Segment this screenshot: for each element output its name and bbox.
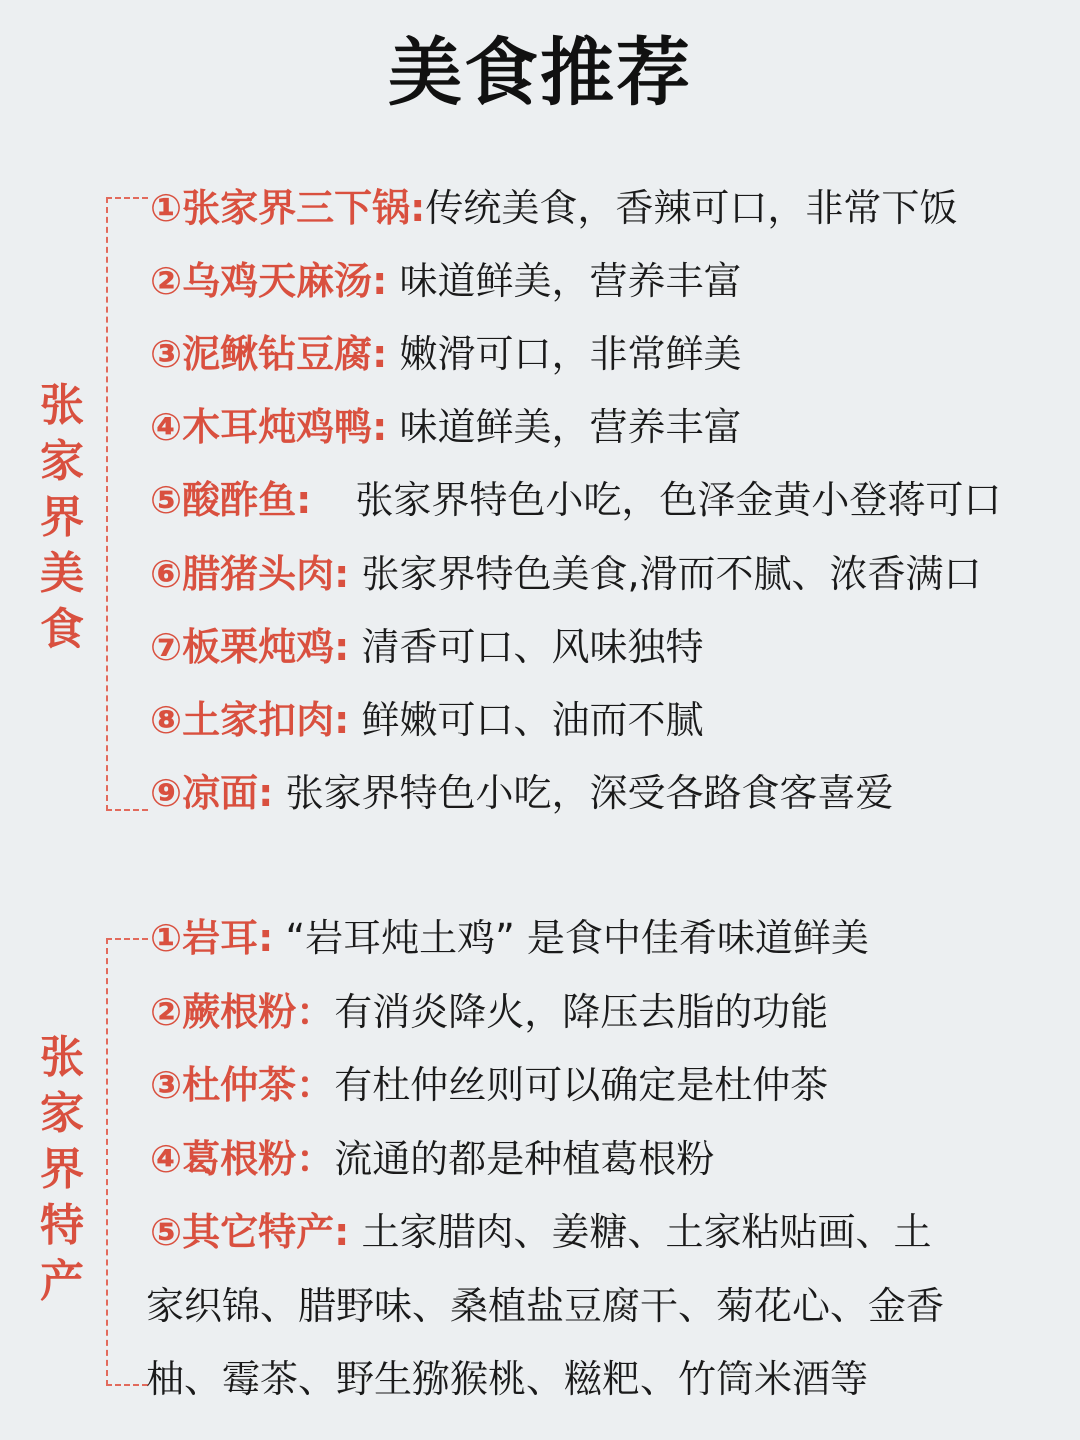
side-label-char: 产 bbox=[40, 1256, 84, 1307]
item-desc: 味道鲜美，营养丰富 bbox=[399, 405, 742, 449]
list-item bbox=[150, 256, 741, 306]
item-name: ③泥鳅钻豆腐: bbox=[150, 332, 388, 376]
item-desc: 鲜嫩可口、油而不腻 bbox=[361, 698, 704, 742]
item-desc: 张家界特色小吃，深受各路食客喜爱 bbox=[285, 771, 894, 815]
item-name: ④葛根粉： bbox=[150, 1137, 335, 1181]
list-item bbox=[150, 475, 1001, 525]
section-bracket bbox=[106, 197, 148, 811]
item-desc: “岩耳炖土鸡” 是食中佳肴味道鲜美 bbox=[285, 916, 869, 960]
page-title: 美食推荐 bbox=[388, 30, 692, 116]
item-name: ⑦板栗炖鸡: bbox=[150, 625, 350, 669]
item-desc: 土家腊肉、姜糖、土家粘贴画、土 bbox=[361, 1210, 932, 1254]
item-desc: 有消炎降火，降压去脂的功能 bbox=[334, 990, 829, 1034]
list-item bbox=[150, 1207, 931, 1257]
side-label-char: 美 bbox=[40, 548, 84, 599]
item-name: ⑨凉面: bbox=[150, 771, 274, 815]
item-desc: 传统美食，香辣可口，非常下饭 bbox=[425, 186, 958, 230]
item-name: ①岩耳: bbox=[150, 916, 274, 960]
list-item bbox=[150, 549, 982, 599]
item-name: ②蕨根粉： bbox=[150, 990, 335, 1034]
item-name: ⑥腊猪头肉: bbox=[150, 552, 350, 596]
section-side-label bbox=[34, 378, 90, 658]
side-label-char: 界 bbox=[40, 492, 84, 543]
item-continuation-line: 柚、霉茶、野生猕猴桃、糍粑、竹筒米酒等 bbox=[146, 1357, 869, 1401]
item-desc: 张家界特色美食,滑而不腻、浓香满口 bbox=[361, 552, 982, 596]
item-desc: 有杜仲丝则可以确定是杜仲茶 bbox=[334, 1063, 829, 1107]
item-name: ②乌鸡天麻汤: bbox=[150, 259, 388, 303]
item-name: ④木耳炖鸡鸭: bbox=[150, 405, 388, 449]
list-item bbox=[150, 768, 893, 818]
item-name: ③杜仲茶： bbox=[150, 1063, 335, 1107]
list-item bbox=[150, 329, 741, 379]
list-item bbox=[150, 183, 957, 233]
item-desc: 清香可口、风味独特 bbox=[361, 625, 704, 669]
item-name: ⑧土家扣肉: bbox=[150, 698, 350, 742]
item-continuation-line: 家织锦、腊野味、桑植盐豆腐干、菊花心、金香 bbox=[146, 1284, 945, 1328]
item-desc: 嫩滑可口，非常鲜美 bbox=[399, 332, 742, 376]
item-desc: 流通的都是种植葛根粉 bbox=[334, 1137, 715, 1181]
list-item bbox=[150, 987, 828, 1037]
side-label-char: 特 bbox=[40, 1200, 84, 1251]
section-side-label bbox=[34, 1030, 90, 1310]
side-label-char: 界 bbox=[40, 1144, 84, 1195]
list-item bbox=[150, 622, 703, 672]
side-label-char: 家 bbox=[40, 1088, 84, 1139]
section-bracket bbox=[106, 938, 148, 1386]
side-label-char: 张 bbox=[40, 380, 84, 431]
list-item bbox=[150, 402, 741, 452]
side-label-char: 食 bbox=[40, 604, 84, 655]
list-item bbox=[150, 1134, 714, 1184]
list-item bbox=[150, 1060, 828, 1110]
item-name: ⑤其它特产: bbox=[150, 1210, 350, 1254]
item-name: ①张家界三下锅: bbox=[150, 186, 426, 230]
list-item bbox=[150, 913, 869, 963]
item-desc: 张家界特色小吃，色泽金黄小登蒋可口 bbox=[355, 478, 1002, 522]
side-label-char: 张 bbox=[40, 1032, 84, 1083]
list-item bbox=[150, 695, 703, 745]
item-desc: 味道鲜美，营养丰富 bbox=[399, 259, 742, 303]
side-label-char: 家 bbox=[40, 436, 84, 487]
item-name: ⑤酸酢鱼: bbox=[150, 478, 312, 522]
